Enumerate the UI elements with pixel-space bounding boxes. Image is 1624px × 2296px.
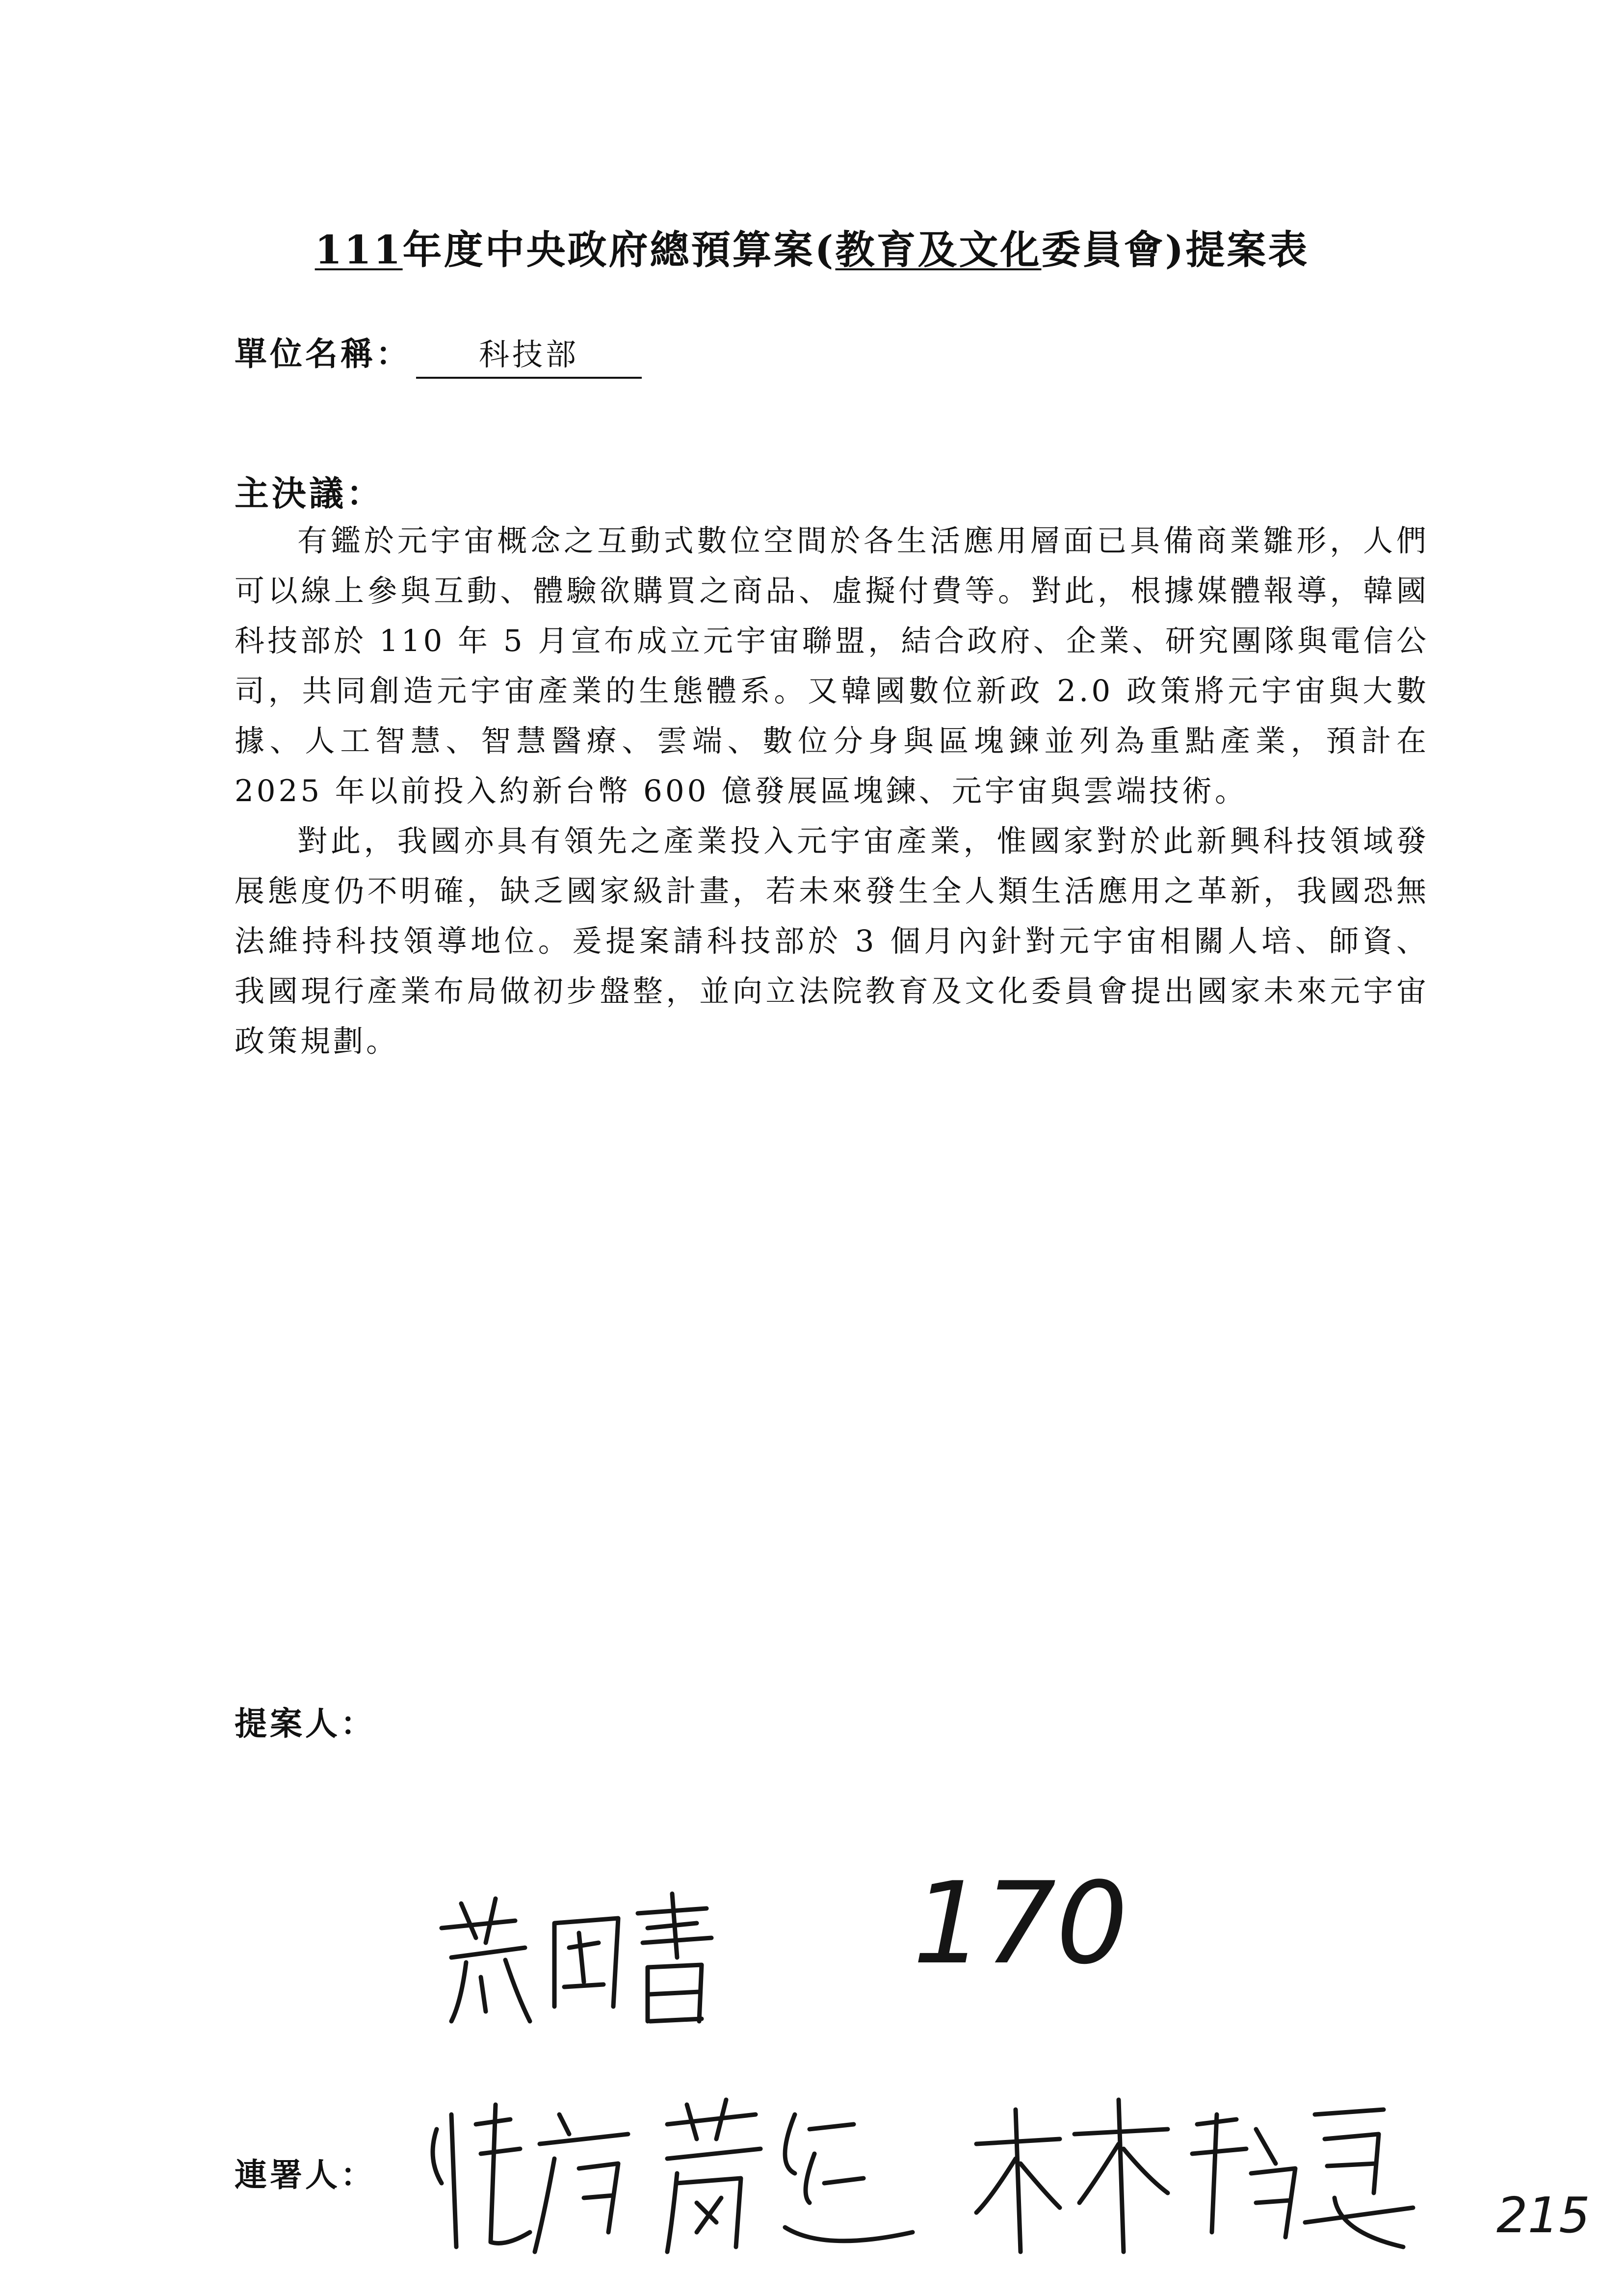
unit-label: 單位名稱：	[235, 335, 411, 373]
unit-value: 科技部	[416, 330, 642, 379]
proposal-number-text: 170	[913, 1858, 1128, 1982]
proposer-label: 提案人：	[235, 1704, 376, 1743]
page-number	[1492, 2178, 1599, 2247]
cosigner-label: 連署人：	[235, 2156, 376, 2194]
cosigner-signature-zhang-liao	[422, 2085, 942, 2281]
cosigner-signature-lin	[962, 2085, 1423, 2271]
title-part2: 委員會)提案表	[1041, 227, 1310, 273]
resolution-paragraph-1: 有鑑於元宇宙概念之互動式數位空間於各生活應用層面已具備商業雛形，人們可以線上參與互動、體驗欲購買之商品、虛擬付費等。對此，根據媒體報導，韓國科技部於 110 年 5 月宣布成立元宇宙聯盟，結合政府、企業、研究團隊與電信公司，共同創造元宇宙產業的生態體系。又韓國數位新政 2.0 政策將元宇宙與大數據、人工智慧、智慧醫療、雲端、數位分身與區塊鍊並列為重點產業，預計在 2025 年以前投入約新台幣 600 億發展區塊鍊、元宇宙與雲端技術。	[235, 523, 1429, 809]
resolution-heading: 主決議：	[235, 473, 384, 514]
title-committee: 教育及文化	[835, 227, 1042, 273]
title-part1: 年度中央政府總預算案(	[402, 227, 836, 273]
resolution-body	[235, 516, 1429, 1067]
page-number-text: 215	[1496, 2187, 1590, 2244]
proposal-number	[903, 1854, 1128, 1982]
page-title	[0, 218, 1624, 275]
proposer-signature	[432, 1874, 775, 2041]
unit-row	[235, 328, 642, 379]
title-year: 111	[314, 227, 403, 273]
resolution-paragraph-2: 對此，我國亦具有領先之產業投入元宇宙產業，惟國家對於此新興科技領域發展態度仍不明確，缺乏國家級計畫，若未來發生全人類生活應用之革新，我國恐無法維持科技領導地位。爰提案請科技部於 3 個月內針對元宇宙相關人培、師資、我國現行產業布局做初步盤整，並向立法院教育及文化委員會提出國家未來元宇宙政策規劃。	[235, 824, 1429, 1059]
